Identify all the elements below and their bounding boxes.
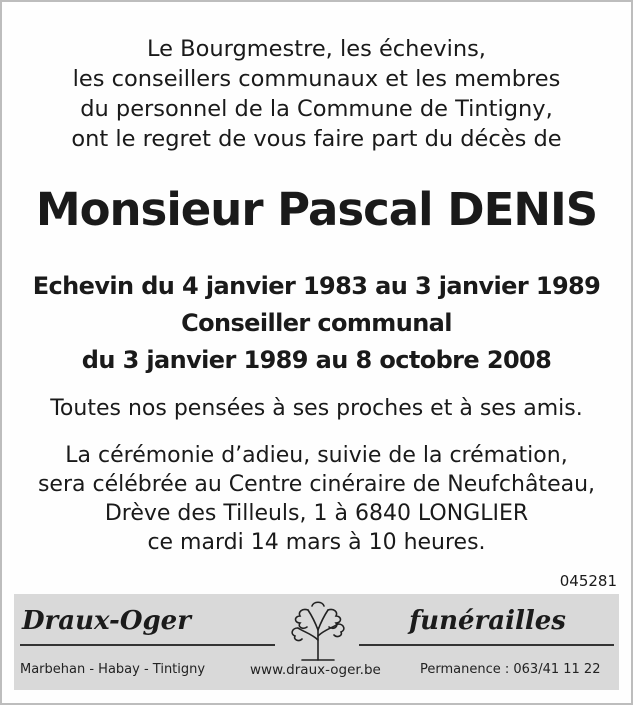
divider-right xyxy=(359,644,614,646)
intro-line: les conseillers communaux et les membres xyxy=(72,66,561,92)
ceremony-block xyxy=(2,441,631,557)
brand-name: Draux-Oger xyxy=(22,606,191,636)
permanence-phone: Permanence : 063/41 11 22 xyxy=(420,662,601,677)
intro-line: Le Bourgmestre, les échevins, xyxy=(147,36,486,62)
tree-icon xyxy=(282,598,354,664)
intro-line: ont le regret de vous faire part du décès de xyxy=(71,126,562,152)
role-line: Echevin du 4 janvier 1983 au 3 janvier 1989 xyxy=(32,272,601,300)
locations-text: Marbehan - Habay - Tintigny xyxy=(20,662,206,677)
ceremony-line: La cérémonie d’adieu, suivie de la crémation, xyxy=(65,443,568,468)
intro-line: du personnel de la Commune de Tintigny, xyxy=(80,96,553,122)
ceremony-line: sera célébrée au Centre cinéraire de Neufchâteau, xyxy=(37,472,596,497)
thoughts-line: Toutes nos pensées à ses proches et à ses amis. xyxy=(50,396,583,421)
funeral-home-footer xyxy=(14,594,619,690)
intro-text xyxy=(2,34,631,154)
website-link[interactable]: www.draux-oger.be xyxy=(250,662,381,678)
divider-left xyxy=(20,644,275,646)
ceremony-line: Drève des Tilleuls, 1 à 6840 LONGLIER xyxy=(104,501,529,526)
brand-tagline: funérailles xyxy=(409,606,566,636)
reference-number: 045281 xyxy=(559,572,617,590)
roles-block xyxy=(2,268,631,379)
role-line: Conseiller communal xyxy=(181,309,452,337)
ceremony-line: ce mardi 14 mars à 10 heures. xyxy=(147,530,486,555)
role-line: du 3 janvier 1989 au 8 octobre 2008 xyxy=(81,346,552,374)
deceased-name: Monsieur Pascal DENIS xyxy=(35,183,598,236)
